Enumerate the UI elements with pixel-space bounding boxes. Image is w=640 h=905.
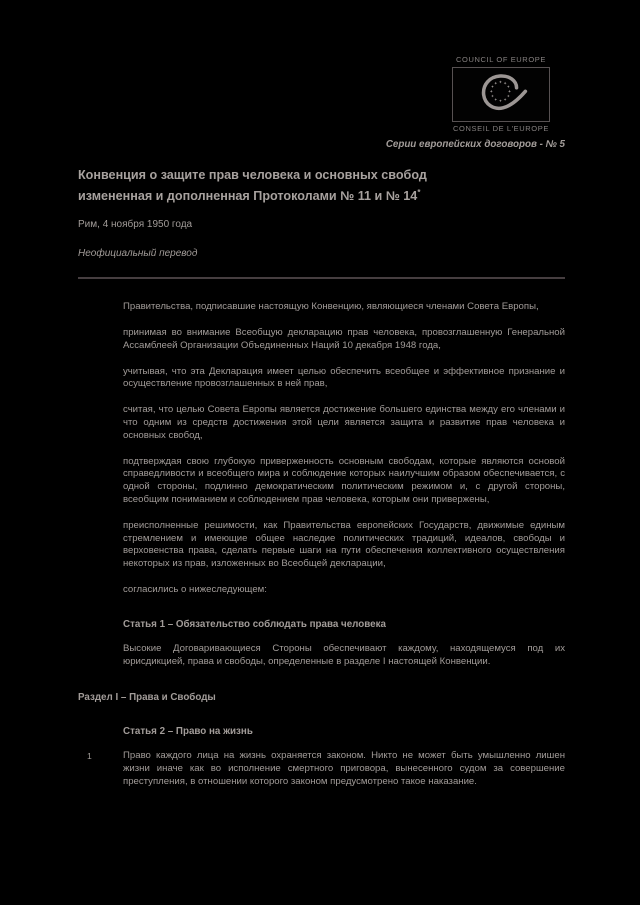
preamble-paragraph: принимая во внимание Всеобщую декларацию прав человека, провозглашенную Генеральной Ассамблеей Организации Объединенных Наций 10 декабря 1948 года, <box>123 326 565 351</box>
article-2-item-1 <box>78 750 565 788</box>
horizontal-rule <box>78 277 565 279</box>
logo-caption-french: CONSEIL DE L'EUROPE <box>453 124 549 133</box>
preamble-paragraph: преисполненные решимости, как Правительства европейских Государств, движимые единым стремлением и имеющие общее наследие политических традиций, идеалов, свободы и верховенства права, сделать первые шаги на пути обеспечения коллективного осуществления некоторых из прав, изложенных во Всеобщей декларации, <box>123 519 565 570</box>
treaty-series-label: Серии европейских договоров - № 5 <box>385 139 565 150</box>
council-of-europe-emblem-icon <box>462 69 540 121</box>
item-number: 1 <box>87 751 92 762</box>
emblem-frame <box>452 67 550 122</box>
place-date-line: Рим, 4 ноября 1950 года <box>78 219 193 231</box>
preamble-paragraph: считая, что целью Совета Европы является достижение большего единства между его членами и что одним из средств достижения этой цели является защита и развитие прав человека и основных свобод, <box>123 404 565 441</box>
article-2-heading: Статья 2 – Право на жизнь <box>123 726 253 738</box>
article-1-heading: Статья 1 – Обязательство соблюдать права человека <box>123 618 386 630</box>
title-footnote-mark: * <box>417 188 421 197</box>
translation-note: Неофициальный перевод <box>78 248 198 260</box>
preamble-paragraph: согласились о нижеследующем: <box>123 583 267 595</box>
preamble-paragraph: подтверждая свою глубокую приверженность основным свободам, которые являются основой справедливости и всеобщего мира и соблюдение которых наилучшим образом обеспечивается, с одной стороны, подлинно демократическим политическим режимом и, с другой стороны, всеобщим пониманием и соблюдением прав человека, которым они привержены, <box>123 455 565 505</box>
preamble <box>78 301 565 597</box>
document-content <box>78 167 565 789</box>
document-title <box>78 167 565 205</box>
section-1-heading: Раздел I – Права и Свободы <box>78 692 216 704</box>
item-text: Право каждого лица на жизнь охраняется законом. Никто не может быть умышленно лишен жизни иначе как во исполнение смертного приговора, вынесенного судом за совершение преступления, в отношении которого законом предусмотрено такое наказание. <box>123 750 565 787</box>
logo-caption-english: COUNCIL OF EUROPE <box>456 55 546 64</box>
article-1-body: Высокие Договаривающиеся Стороны обеспечивают каждому, находящемуся под их юрисдикцией, права и свободы, определенные в разделе I настоящей Конвенции. <box>123 642 565 667</box>
preamble-paragraph: Правительства, подписавшие настоящую Конвенцию, являющиеся членами Совета Европы, <box>123 301 539 313</box>
council-of-europe-logo <box>452 55 550 134</box>
title-line1: Конвенция о защите прав человека и основных свобод <box>78 168 427 182</box>
title-line2: измененная и дополненная Протоколами № 11 и № 14 <box>78 189 418 204</box>
preamble-paragraph: учитывая, что эта Декларация имеет целью обеспечить всеобщее и эффективное признание и осуществление провозглашенных в ней прав, <box>123 365 565 390</box>
